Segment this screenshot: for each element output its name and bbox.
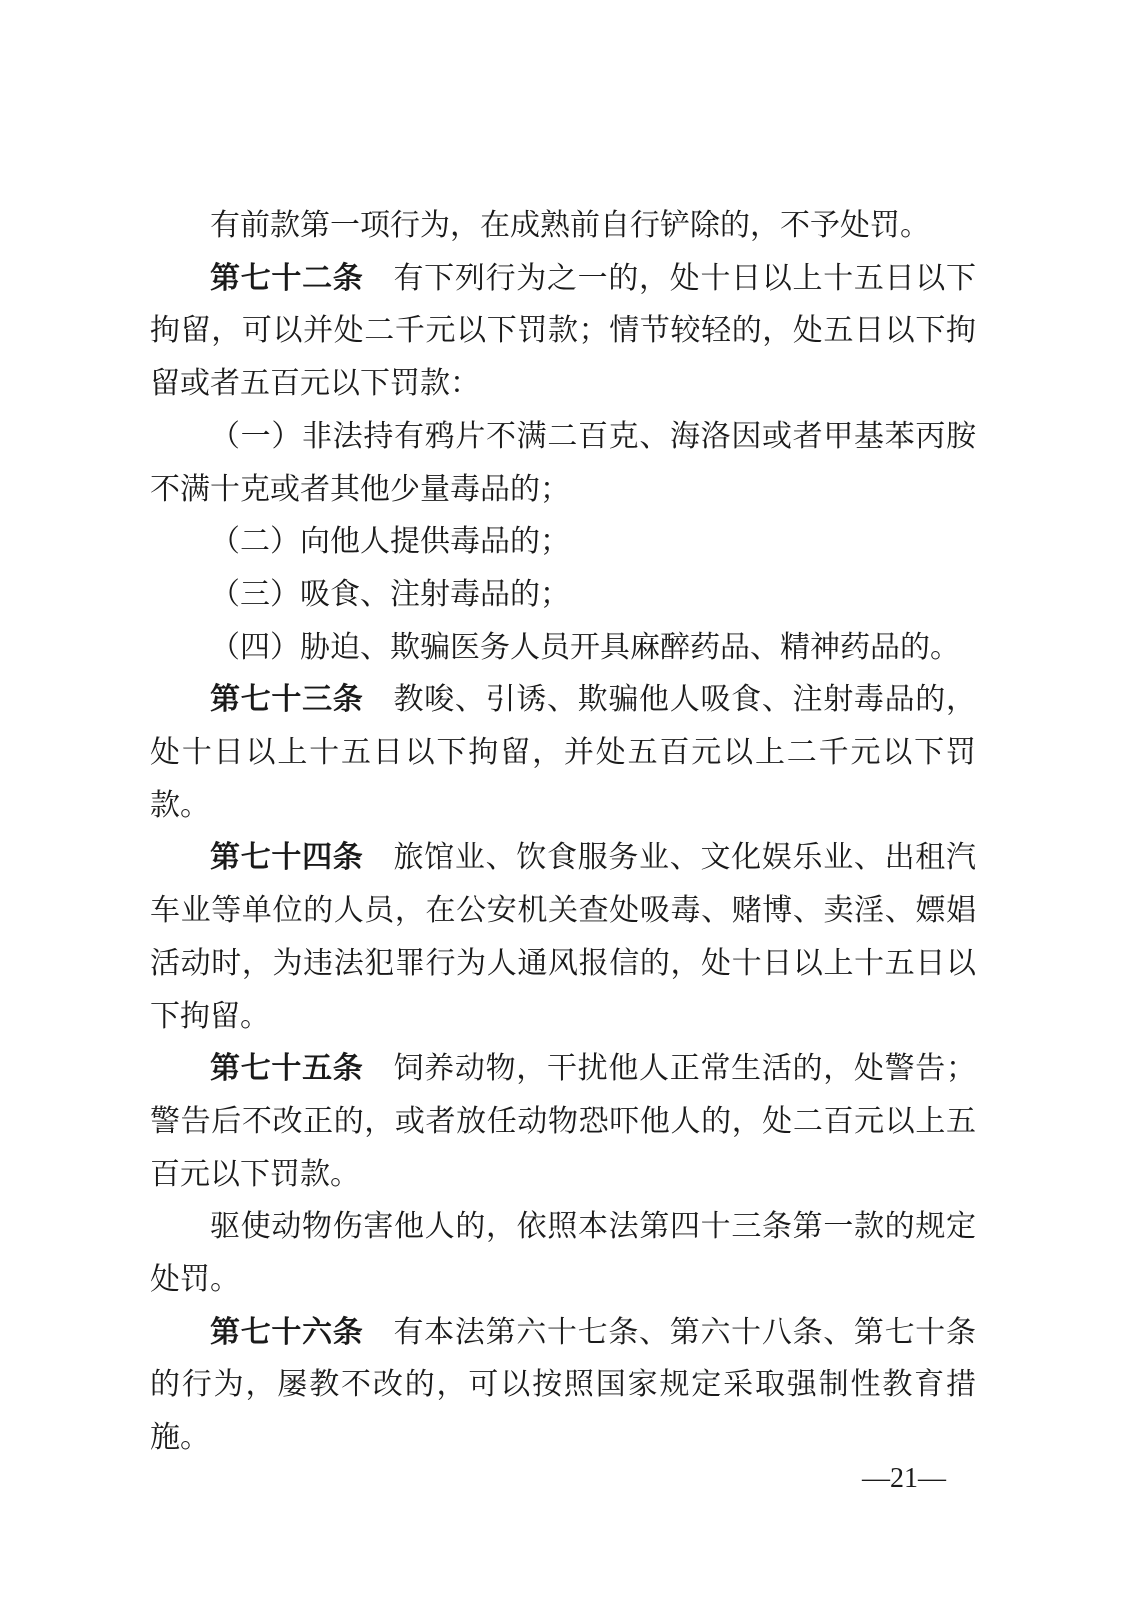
article-heading: 第七十三条: [210, 682, 364, 718]
article-heading: 第七十四条: [210, 840, 364, 876]
list-item: （四）胁迫、欺骗医务人员开具麻醉药品、精神药品的。: [210, 629, 960, 665]
article-heading: 第七十六条: [210, 1314, 364, 1350]
paragraph: 第七十五条 饲养动物，干扰他人正常生活的，处警告；警告后不改正的，或者放任动物恐吓他人的，处二百元以上五百元以下罚款。: [150, 1051, 977, 1192]
list-item: （二）向他人提供毒品的；: [210, 524, 570, 560]
paragraph: 第七十六条 有本法第六十七条、第六十八条、第七十条的行为，屡教不改的，可以按照国家规定采取强制性教育措施。: [150, 1314, 977, 1456]
paragraph: 第七十三条 教唆、引诱、欺骗他人吸食、注射毒品的，处十日以上十五日以下拘留，并处五百元以上二千元以下罚款。: [150, 682, 977, 823]
article-heading: 第七十五条: [210, 1051, 364, 1087]
paragraph: 第七十二条 有下列行为之一的，处十日以上十五日以下拘留，可以并处二千元以下罚款；情节较轻的，处五日以下拘留或者五百元以下罚款：: [150, 260, 977, 402]
paragraph: 有前款第一项行为，在成熟前自行铲除的，不予处罚。: [210, 208, 930, 243]
article-heading: 第七十二条: [210, 260, 364, 296]
paragraph: 驱使动物伤害他人的，依照本法第四十三条第一款的规定处罚。: [150, 1209, 976, 1298]
list-item: （一）非法持有鸦片不满二百克、海洛因或者甲基苯丙胺不满十克或者其他少量毒品的；: [150, 418, 976, 507]
page-number: —21—: [862, 1463, 946, 1494]
body-text: [150, 200, 976, 1465]
list-item: （三）吸食、注射毒品的；: [210, 576, 570, 612]
paragraph: 第七十四条 旅馆业、饮食服务业、文化娱乐业、出租汽车业等单位的人员，在公安机关查处吸毒、赌博、卖淫、嫖娼活动时，为违法犯罪行为人通风报信的，处十日以上十五日以下拘留。: [150, 840, 977, 1034]
